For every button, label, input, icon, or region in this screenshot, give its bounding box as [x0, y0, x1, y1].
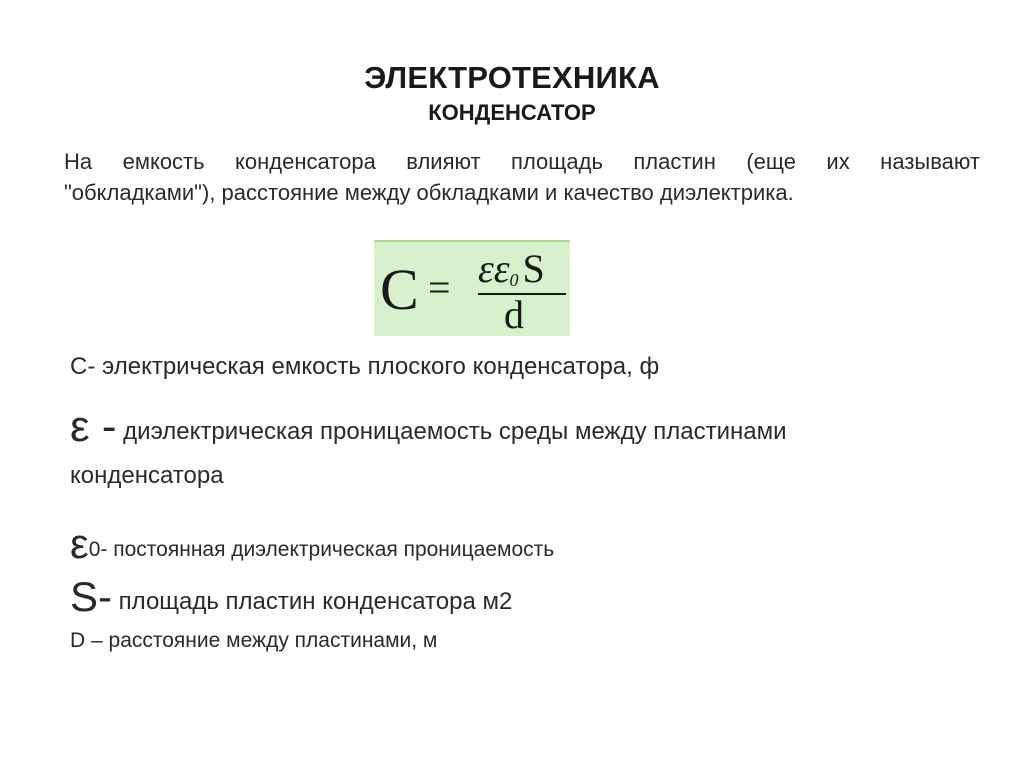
definition-permittivity: [70, 404, 787, 499]
intro-line-2: "обкладками"), расстояние между обкладками и качество диэлектрика.: [64, 180, 794, 205]
topic-title: КОНДЕНСАТОР: [428, 100, 596, 125]
formula-lhs: C: [380, 257, 419, 322]
definition-vacuum-permittivity: [70, 522, 554, 572]
capacitance-formula: [374, 240, 570, 336]
formula-eps: ε: [478, 246, 494, 291]
permittivity-text: диэлектрическая проницаемость среды между пластинами: [116, 418, 787, 445]
formula-eps0-subscript: 0: [509, 270, 519, 290]
plate-area-text: площадь пластин конденсатора м2: [112, 588, 513, 615]
intro-paragraph: [64, 146, 980, 208]
formula-eps0: ε: [493, 246, 510, 291]
formula-equals: =: [428, 265, 451, 310]
definition-capacitance: C- электрическая емкость плоского конденсатора, ф: [70, 353, 660, 380]
permittivity-symbol: ε -: [70, 402, 117, 451]
formula-denominator: d: [504, 292, 524, 337]
intro-line-1: На емкость конденсатора влияют площадь пластин (еще их называют: [64, 149, 980, 174]
plate-area-symbol: S-: [70, 573, 112, 620]
permittivity-text-continued: конденсатора: [70, 462, 224, 489]
formula-area: S: [522, 246, 545, 291]
vacuum-permittivity-symbol: ε: [70, 520, 89, 567]
subject-title: ЭЛЕКТРОТЕХНИКА: [364, 60, 660, 95]
definition-plate-area: [70, 572, 512, 627]
definition-distance: D – расстояние между пластинами, м: [70, 629, 438, 652]
vacuum-permittivity-text: 0- постоянная диэлектрическая проницаемость: [88, 538, 555, 561]
